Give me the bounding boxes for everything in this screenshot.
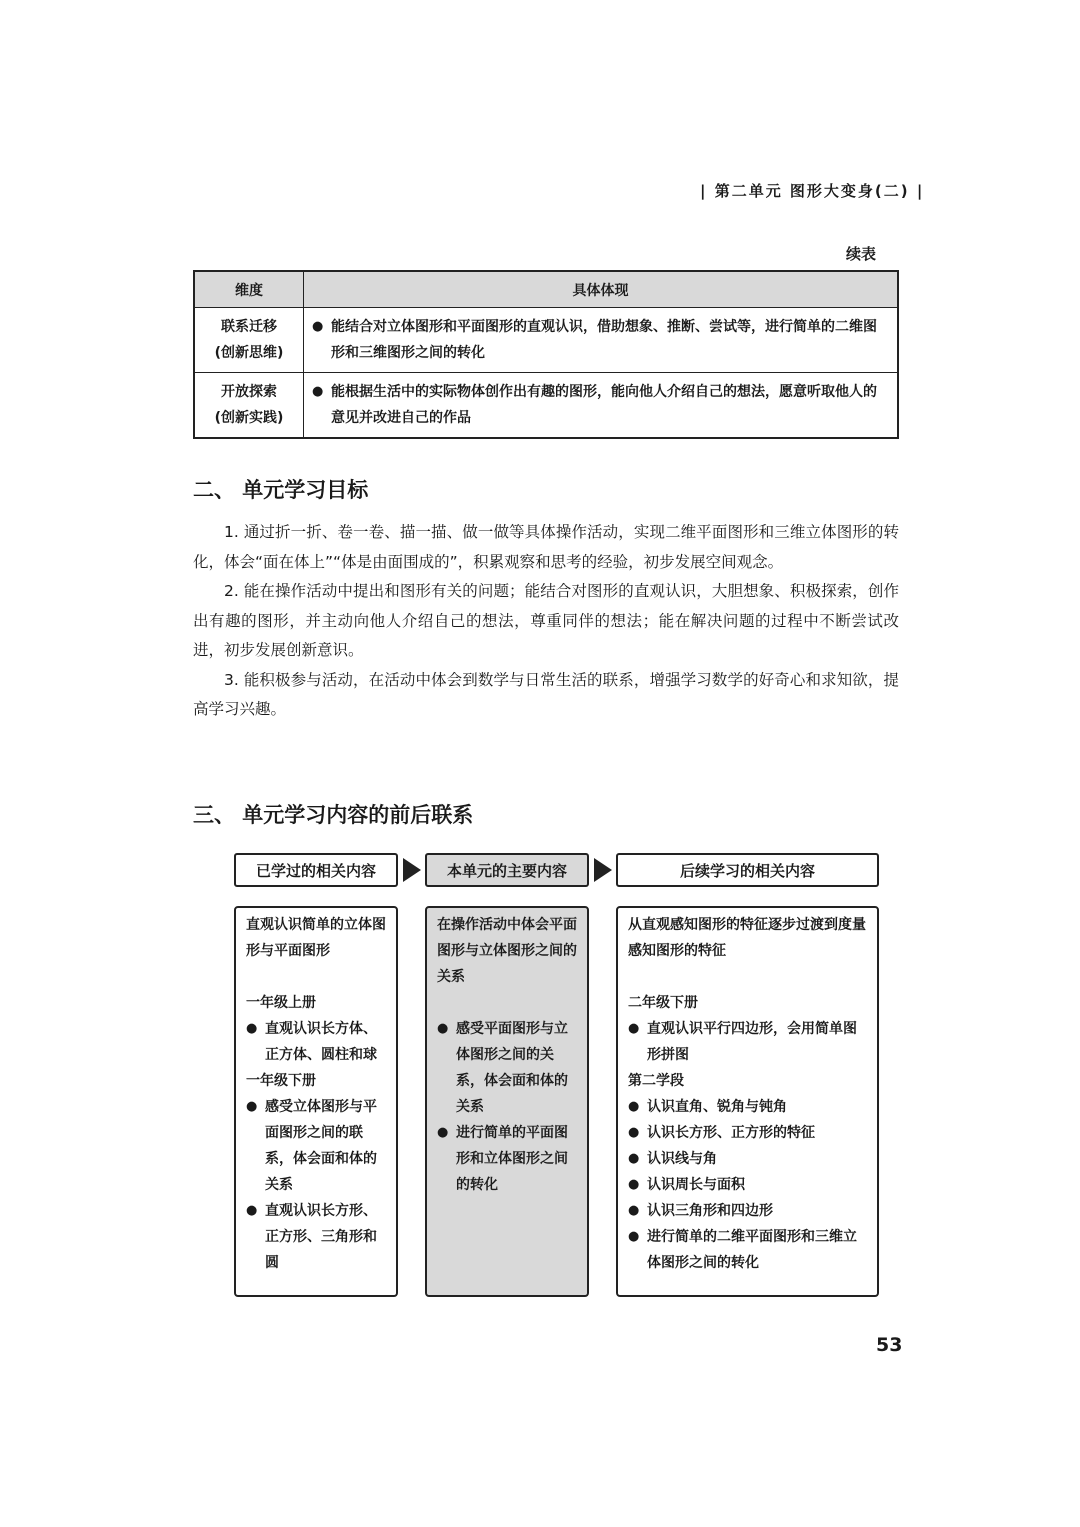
header-box-later: 后续学习的相关内容 [616,853,879,887]
list-item: ● 认识直角、锐角与钝角 [628,1094,867,1120]
column-prior [234,906,398,1297]
table-header: 具体体现 [304,271,899,308]
continued-label: 续表 [846,245,877,263]
header-box-prior: 已学过的相关内容 [234,853,398,887]
detail-text: ● 能根据生活中的实际物体创作出有趣的图形，能向他人介绍自己的想法，愿意听取他人的意见并改进自己的作品 [312,379,889,431]
goal-item: 1. 通过折一折、卷一卷、描一描、做一做等具体操作活动，实现二维平面图形和三维立体图形的转化，体会“面在体上”“体是由面围成的”，积累观察和思考的经验，初步发展空间观念。 [193,523,899,571]
grade-label: 第二学段 [628,1073,684,1089]
list-item: ● 进行简单的平面图形和立体图形之间的转化 [437,1120,577,1198]
list-item: ● 直观认识长方体、正方体、圆柱和球 [246,1016,386,1068]
grade-label: 二年级下册 [628,995,698,1011]
list-item: ● 认识线与角 [628,1146,867,1172]
page-number: 53 [876,1334,903,1356]
column-intro: 在操作活动中体会平面图形与立体图形之间的关系 [437,917,577,985]
list-item: ● 认识长方形、正方形的特征 [628,1120,867,1146]
table-header: 维度 [194,271,304,308]
table-cell-dimension [194,373,304,439]
detail-text: ● 能结合对立体图形和平面图形的直观认识，借助想象、推断、尝试等，进行简单的二维图形和三维图形之间的转化 [312,314,889,366]
grade-label: 一年级下册 [246,1073,316,1089]
table-row [194,373,898,439]
table-cell-detail [304,308,899,373]
list-item: ● 感受平面图形与立体图形之间的关系，体会面和体的关系 [437,1016,577,1120]
column-intro: 直观认识简单的立体图形与平面图形 [246,917,386,959]
column-current [425,906,589,1297]
list-item: ● 认识三角形和四边形 [628,1198,867,1224]
column-later [616,906,879,1297]
section-heading-goals: 二、 单元学习目标 [193,478,369,502]
dimension-name: 联系迁移 [221,319,277,335]
table-row [194,308,898,373]
dimension-name: 开放探索 [221,384,277,400]
section-heading-connections: 三、 单元学习内容的前后联系 [193,803,474,827]
arrow-icon [403,858,421,882]
column-intro: 从直观感知图形的特征逐步过渡到度量感知图形的特征 [628,917,866,959]
dimension-sub: (创新思维) [214,345,284,361]
list-item: ● 进行简单的二维平面图形和三维立体图形之间的转化 [628,1224,867,1276]
list-item: ● 直观认识平行四边形，会用简单图形拼图 [628,1016,867,1068]
list-item: ● 感受立体图形与平面图形之间的联系，体会面和体的关系 [246,1094,386,1198]
list-item: ● 认识周长与面积 [628,1172,867,1198]
header-box-current: 本单元的主要内容 [425,853,589,887]
goal-item: 3. 能积极参与活动，在活动中体会到数学与日常生活的联系，增强学习数学的好奇心和求知欲，提高学习兴趣。 [193,670,899,718]
list-item: ● 直观认识长方形、正方形、三角形和圆 [246,1198,386,1276]
table-header-row [194,271,898,308]
goals-list [193,518,899,725]
dimension-sub: (创新实践) [214,410,284,426]
arrow-icon [594,858,612,882]
goal-item: 2. 能在操作活动中提出和图形有关的问题；能结合对图形的直观认识，大胆想象、积极探索，创作出有趣的图形，并主动向他人介绍自己的想法，尊重同伴的想法；能在解决问题的过程中不断尝试改进，初步发展创新意识。 [193,582,899,659]
table-cell-dimension [194,308,304,373]
running-header: | 第二单元 图形大变身(二) | [700,182,925,200]
dimension-table [193,270,899,439]
grade-label: 一年级上册 [246,995,316,1011]
table-cell-detail [304,373,899,439]
